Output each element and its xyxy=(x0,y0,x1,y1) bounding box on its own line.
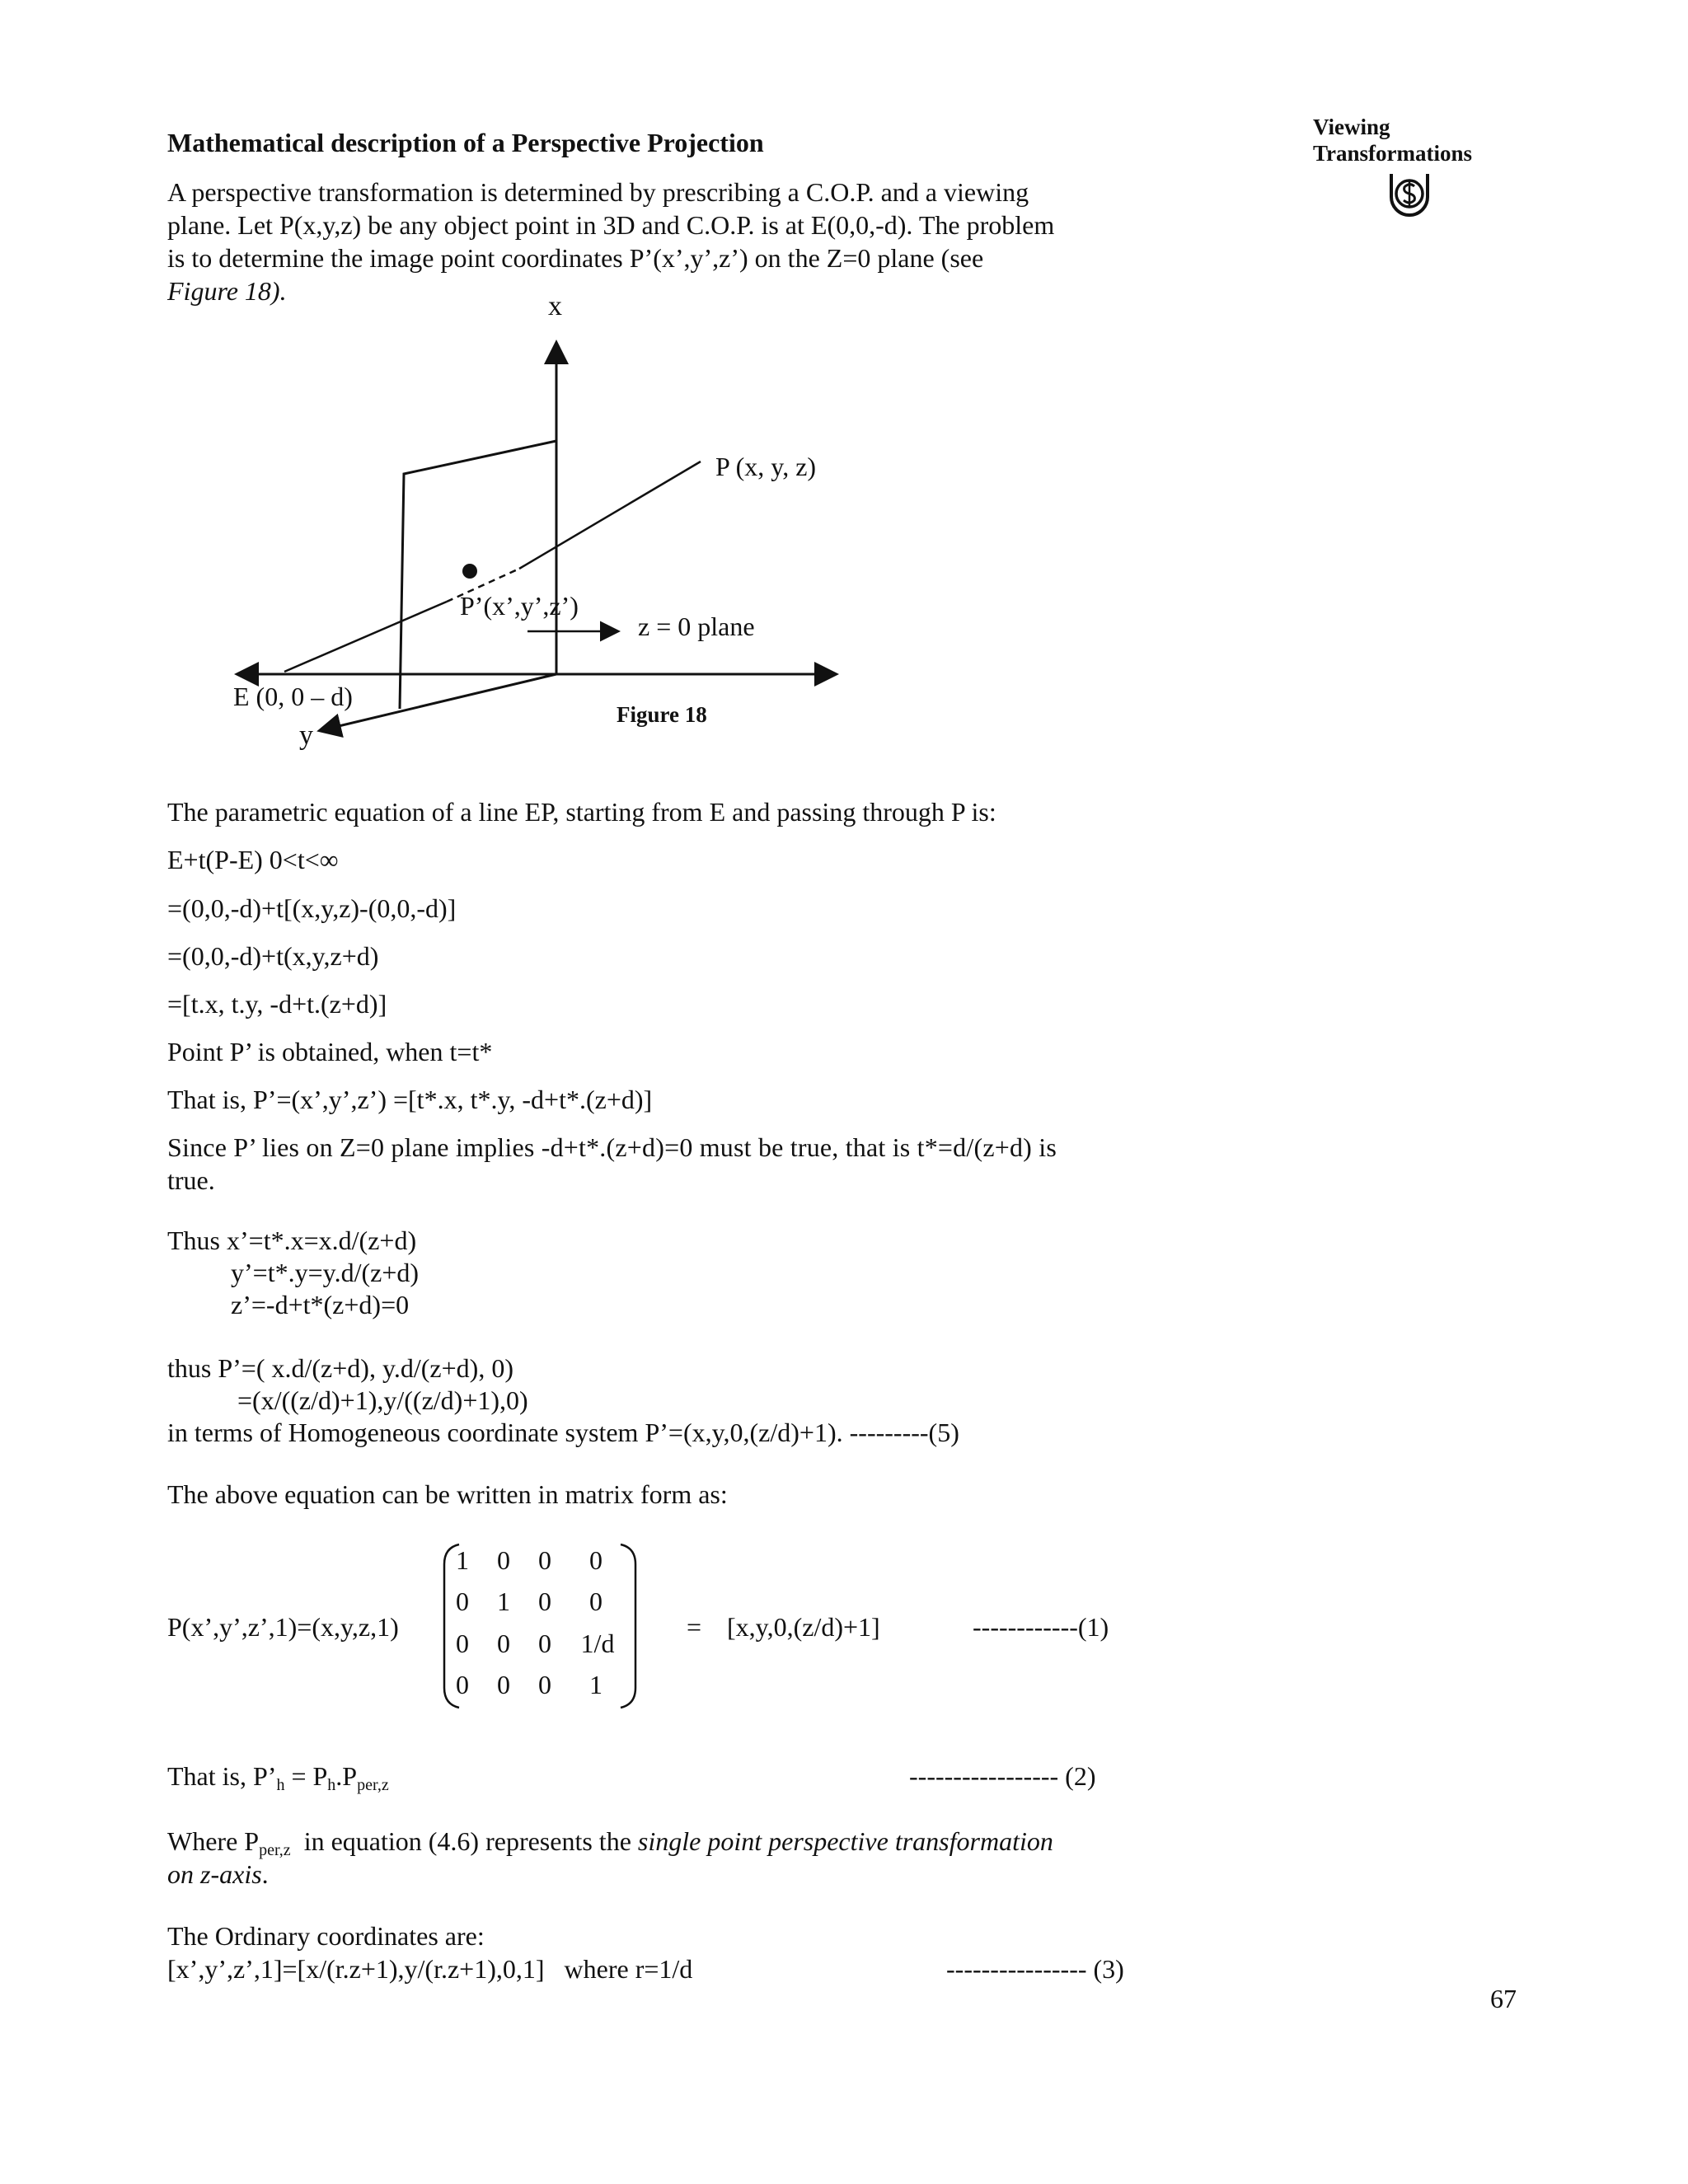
where-line-1 xyxy=(167,1825,1053,1858)
where-mid: in equation (4.6) represents the xyxy=(290,1826,638,1856)
subscript-per-z: per,z xyxy=(259,1841,291,1859)
equation-5: Point P’ is obtained, when t=t* xyxy=(167,1037,493,1066)
matrix-cell: 0 xyxy=(456,1629,469,1658)
intro-figure-ref: Figure 18). xyxy=(167,276,287,306)
that-is-mid: = P xyxy=(284,1761,328,1791)
figure-point-p-prime-label: P’(x’,y’,z’) xyxy=(460,591,579,621)
thus-y-prime: y’=t*.y=y.d/(z+d) xyxy=(231,1258,420,1287)
thus-p-prime-1: thus P’=( x.d/(z+d), y.d/(z+d), 0) xyxy=(167,1353,513,1383)
figure-point-p-label: P (x, y, z) xyxy=(715,452,817,481)
figure-axis-x-label: x xyxy=(548,291,562,321)
ordinary-tag: ---------------- (3) xyxy=(946,1954,1124,1984)
university-logo-icon xyxy=(1385,169,1434,218)
equation-2: =(0,0,-d)+t[(x,y,z)-(0,0,-d)] xyxy=(167,893,457,923)
equation-3: =(0,0,-d)+t(x,y,z+d) xyxy=(167,941,379,971)
that-is-equation xyxy=(167,1760,389,1793)
z-zero-plane-outline xyxy=(400,441,556,709)
equation-6: That is, P’=(x’,y’,z’) =[t*.x, t*.y, -d+t*.(z+d)] xyxy=(167,1085,653,1114)
homogeneous-line: in terms of Homogeneous coordinate system P’=(x,y,0,(z/d)+1). ---------(5) xyxy=(167,1418,959,1447)
matrix-intro: The above equation can be written in matrix form as: xyxy=(167,1479,728,1509)
where-prefix: Where P xyxy=(167,1826,260,1856)
figure-plane-label: z = 0 plane xyxy=(638,612,755,641)
matrix-cell: 0 xyxy=(589,1586,603,1616)
matrix-cell: 1 xyxy=(589,1670,603,1699)
matrix-equation-tag: ------------(1) xyxy=(973,1612,1109,1642)
figure-axis-y-label: y xyxy=(299,720,313,751)
matrix-cell: 1 xyxy=(497,1586,510,1616)
matrix-cell: 0 xyxy=(538,1629,551,1658)
y-axis-line xyxy=(321,674,556,730)
side-title-line1: Viewing xyxy=(1313,115,1390,139)
intro-line-2: plane. Let P(x,y,z) be any object point in 3D and C.O.P. is at E(0,0,-d). The problem xyxy=(167,210,1055,240)
line-e-to-plane xyxy=(284,602,447,672)
ordinary-intro: The Ordinary coordinates are: xyxy=(167,1921,485,1951)
matrix-cell: 0 xyxy=(497,1629,510,1658)
thus-x-prime: Thus x’=t*.x=x.d/(z+d) xyxy=(167,1226,417,1255)
matrix-cell: 0 xyxy=(538,1670,551,1699)
equation-1: E+t(P-E) 0<t<∞ xyxy=(167,845,339,874)
where-line-2 xyxy=(167,1858,269,1891)
subscript-per-z: per,z xyxy=(357,1776,389,1794)
since-line-2: true. xyxy=(167,1165,215,1195)
that-is-mid2: .P xyxy=(335,1761,358,1791)
matrix-cell: 0 xyxy=(538,1545,551,1575)
equation-4: =[t.x, t.y, -d+t.(z+d)] xyxy=(167,989,387,1019)
matrix-rhs: [x,y,0,(z/d)+1] xyxy=(727,1612,880,1642)
figure-caption: Figure 18 xyxy=(617,702,707,727)
side-title-line2: Transformations xyxy=(1313,141,1472,166)
matrix-cell: 0 xyxy=(456,1586,469,1616)
page-number: 67 xyxy=(1490,1984,1517,2013)
subscript-h: h xyxy=(327,1776,336,1794)
line-to-p xyxy=(519,462,701,569)
matrix-cell: 0 xyxy=(456,1670,469,1699)
matrix-cell: 0 xyxy=(589,1545,603,1575)
matrix-cell: 0 xyxy=(538,1586,551,1616)
figure-point-e-label: E (0, 0 – d) xyxy=(233,682,353,711)
intro-line-1: A perspective transformation is determined by prescribing a C.O.P. and a viewing xyxy=(167,177,1029,207)
that-is-tag: ----------------- (2) xyxy=(909,1761,1096,1791)
matrix-cell: 1/d xyxy=(580,1629,615,1658)
where-italic-phrase: single point perspective transformation xyxy=(637,1826,1053,1856)
intro-line-3: is to determine the image point coordinates P’(x’,y’,z’) on the Z=0 plane (see xyxy=(167,243,984,273)
p-prime-point xyxy=(462,564,477,579)
where-line-2-italic: on z-axis xyxy=(167,1859,262,1889)
matrix-cell: 1 xyxy=(456,1545,469,1575)
matrix-lhs: P(x’,y’,z’,1)=(x,y,z,1) xyxy=(167,1612,399,1642)
subscript-h: h xyxy=(276,1776,285,1794)
matrix-cell: 0 xyxy=(497,1545,510,1575)
since-line-1: Since P’ lies on Z=0 plane implies -d+t*.(z+d)=0 must be true, that is t*=d/(z+d) is xyxy=(167,1132,1057,1162)
line-intro: The parametric equation of a line EP, starting from E and passing through P is: xyxy=(167,797,996,827)
ordinary-equation: [x’,y’,z’,1]=[x/(r.z+1),y/(r.z+1),0,1] where r=1/d xyxy=(167,1954,693,1984)
thus-p-prime-2: =(x/((z/d)+1),y/((z/d)+1),0) xyxy=(237,1385,528,1415)
where-line-2-end: . xyxy=(261,1859,269,1889)
section-heading: Mathematical description of a Perspective Projection xyxy=(167,128,764,157)
thus-z-prime: z’=-d+t*(z+d)=0 xyxy=(231,1290,410,1319)
that-is-prefix: That is, P’ xyxy=(167,1761,277,1791)
matrix-cell: 0 xyxy=(497,1670,510,1699)
matrix-equals: = xyxy=(687,1612,702,1642)
